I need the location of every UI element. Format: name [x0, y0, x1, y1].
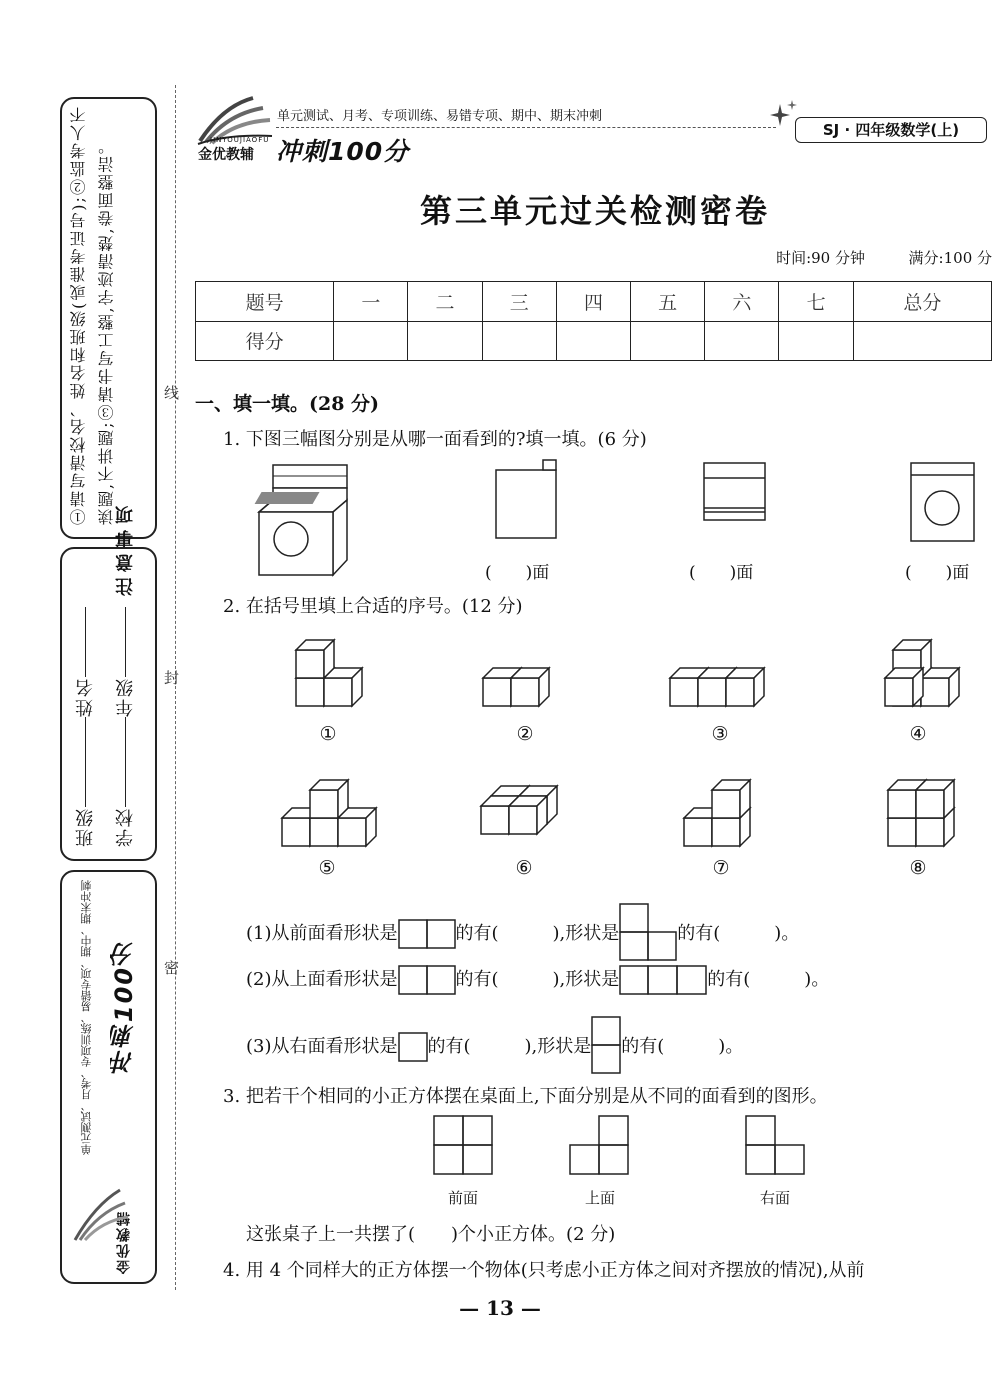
score-cell[interactable] — [705, 321, 779, 361]
score-cell[interactable] — [482, 321, 556, 361]
cube-figure-2 — [483, 668, 521, 706]
full-score: 满分:100 分 — [908, 249, 992, 267]
cube-figure-8 — [888, 780, 926, 818]
page-number: — 13 — — [459, 1296, 541, 1320]
publisher-name: 金优教辅 — [198, 147, 254, 163]
cube-figure-6 — [481, 796, 519, 834]
score-cell[interactable] — [408, 321, 482, 361]
sparkle-icon — [768, 100, 798, 130]
cut-line-word: 线 — [162, 385, 180, 400]
page-title: 第三单元过关检测密卷 — [419, 192, 770, 230]
sidebar-series: 单元测试、月考、专项训练、易错专项、期中、期末冲刺 — [80, 880, 93, 1155]
q2-sub2: (2)从上面看形状是 的有( ),形状是 的有( )。 — [246, 963, 829, 997]
q3-label-right: 右面 — [759, 1189, 790, 1207]
question-3-answer[interactable]: 这张桌子上一共摆了( )个小正方体。(2 分) — [246, 1224, 616, 1245]
notes-text: ①请写清校名、姓名和班级(或准考证号);②监考人不读题,不讲题;③请书写工整,字迹清楚,卷面整洁。 — [69, 105, 116, 525]
figure-label-5: ⑤ — [318, 857, 336, 879]
score-col: 六 — [705, 282, 779, 322]
cube-figure-8 — [916, 780, 954, 818]
cube-figure-5 — [282, 808, 320, 846]
sidebar-logo-icon — [70, 1185, 130, 1245]
score-col: 二 — [408, 282, 482, 322]
figure-label-1: ① — [319, 723, 337, 745]
score-cell[interactable] — [853, 321, 991, 361]
cube-figure-6 — [491, 786, 529, 824]
question-3-text: 3. 把若干个相同的小正方体摆在桌面上,下面分别是从不同的面看到的图形。 — [223, 1086, 828, 1107]
shape-two-horizontal-icon — [398, 919, 456, 949]
score-col: 四 — [556, 282, 630, 322]
score-col: 七 — [779, 282, 853, 322]
cube-figure-6 — [509, 796, 547, 834]
q3-top-view — [569, 1115, 631, 1177]
score-col: 一 — [334, 282, 408, 322]
header-series: 单元测试、月考、专项训练、易错专项、期中、期末冲刺 — [277, 109, 603, 124]
score-col: 总分 — [853, 282, 991, 322]
cube-figure-4 — [921, 668, 959, 706]
question-2-text: 2. 在括号里填上合适的序号。(12 分) — [223, 596, 523, 617]
cube-figure-5 — [338, 808, 376, 846]
section-1-title: 一、填一填。(28 分) — [195, 393, 380, 415]
cube-figure-5 — [310, 780, 348, 818]
score-table-header-row — [196, 282, 992, 322]
score-table — [195, 281, 992, 361]
cube-figure-7 — [684, 808, 722, 846]
cube-figure-3 — [726, 668, 764, 706]
cube-figure-1 — [324, 668, 362, 706]
score-cell[interactable] — [631, 321, 705, 361]
cube-figure-8 — [888, 808, 926, 846]
question-1-text: 1. 下图三幅图分别是从哪一面看到的?填一填。(6 分) — [223, 429, 647, 450]
publisher-pinyin: JINYOUJIAOFU — [210, 136, 270, 144]
cube-figure-4 — [893, 640, 931, 678]
cube-figure-7 — [712, 808, 750, 846]
cube-figure-1 — [296, 668, 334, 706]
time-limit: 时间:90 分钟 — [776, 249, 865, 267]
figure-label-7: ⑦ — [712, 857, 730, 879]
front-view-figure — [908, 460, 978, 545]
score-row-label: 得分 — [196, 321, 334, 361]
class-field[interactable] — [86, 717, 87, 807]
cube-figure-6 — [519, 786, 557, 824]
q1-blank-3[interactable]: ( )面 — [905, 563, 970, 583]
grade-field[interactable] — [126, 607, 127, 677]
shape-single-icon — [398, 1032, 428, 1062]
shape-two-horizontal-icon — [398, 965, 456, 995]
sidebar-brand: 冲刺100分 — [110, 940, 138, 1075]
school-field[interactable] — [126, 717, 127, 807]
shape-two-vertical-icon — [591, 1016, 621, 1074]
cut-secret-word: 密 — [162, 960, 180, 975]
q1-blank-1[interactable]: ( )面 — [485, 563, 550, 583]
score-cell[interactable] — [334, 321, 408, 361]
score-table-score-row — [196, 321, 992, 361]
cube-figure-8 — [916, 808, 954, 846]
time-info — [776, 247, 992, 268]
figure-label-3: ③ — [711, 723, 729, 745]
grade-label: 年级 — [115, 677, 136, 717]
notes-label: 注意事项 — [115, 500, 136, 596]
cube-figure-2 — [511, 668, 549, 706]
q3-right-view — [745, 1115, 807, 1177]
binding-line — [175, 85, 176, 1290]
cut-seal-word: 封 — [162, 670, 180, 685]
q3-front-view — [433, 1115, 495, 1177]
q3-label-front: 前面 — [447, 1189, 478, 1207]
cube-figure-1 — [296, 640, 334, 678]
score-col: 五 — [631, 282, 705, 322]
cube-figure-7 — [712, 780, 750, 818]
figure-label-2: ② — [516, 723, 534, 745]
top-view-figure — [701, 460, 771, 525]
student-info-fields — [60, 547, 153, 857]
q2-sub3: (3)从右面看形状是 的有( ),形状是 的有( )。 — [246, 1018, 743, 1076]
score-cell[interactable] — [556, 321, 630, 361]
cube-figure-3 — [670, 668, 708, 706]
shape-three-horizontal-icon — [619, 965, 707, 995]
q3-label-top: 上面 — [584, 1189, 615, 1207]
header-brand: 冲刺100分 — [276, 137, 410, 166]
score-cell[interactable] — [779, 321, 853, 361]
class-label: 班级 — [75, 807, 96, 847]
q2-sub1: (1)从前面看形状是 的有( ),形状是 的有( )。 — [246, 905, 799, 951]
school-label: 学校 — [115, 807, 136, 847]
question-4-text: 4. 用 4 个同样大的正方体摆一个物体(只考虑小正方体之间对齐摆放的情况),从前 — [223, 1260, 865, 1281]
name-field[interactable] — [86, 607, 87, 677]
cube-figure-4 — [885, 668, 923, 706]
name-label: 姓名 — [75, 677, 96, 717]
figure-label-4: ④ — [909, 723, 927, 745]
score-header-label: 题号 — [196, 282, 334, 322]
grade-badge: SJ · 四年级数学(上) — [795, 117, 987, 143]
sidebar-publisher: 金优教辅 — [116, 1210, 132, 1274]
q1-blank-2[interactable]: ( )面 — [689, 563, 754, 583]
cube-figure-4 — [893, 668, 931, 706]
shape-t-inverted-icon — [619, 903, 677, 961]
score-col: 三 — [482, 282, 556, 322]
cube-figure-5 — [310, 808, 348, 846]
header-divider — [276, 127, 776, 128]
side-view-figure — [493, 458, 563, 543]
figure-label-6: ⑥ — [515, 857, 533, 879]
figure-label-8: ⑧ — [909, 857, 927, 879]
washing-machine-figure — [255, 460, 355, 580]
cube-figure-3 — [698, 668, 736, 706]
